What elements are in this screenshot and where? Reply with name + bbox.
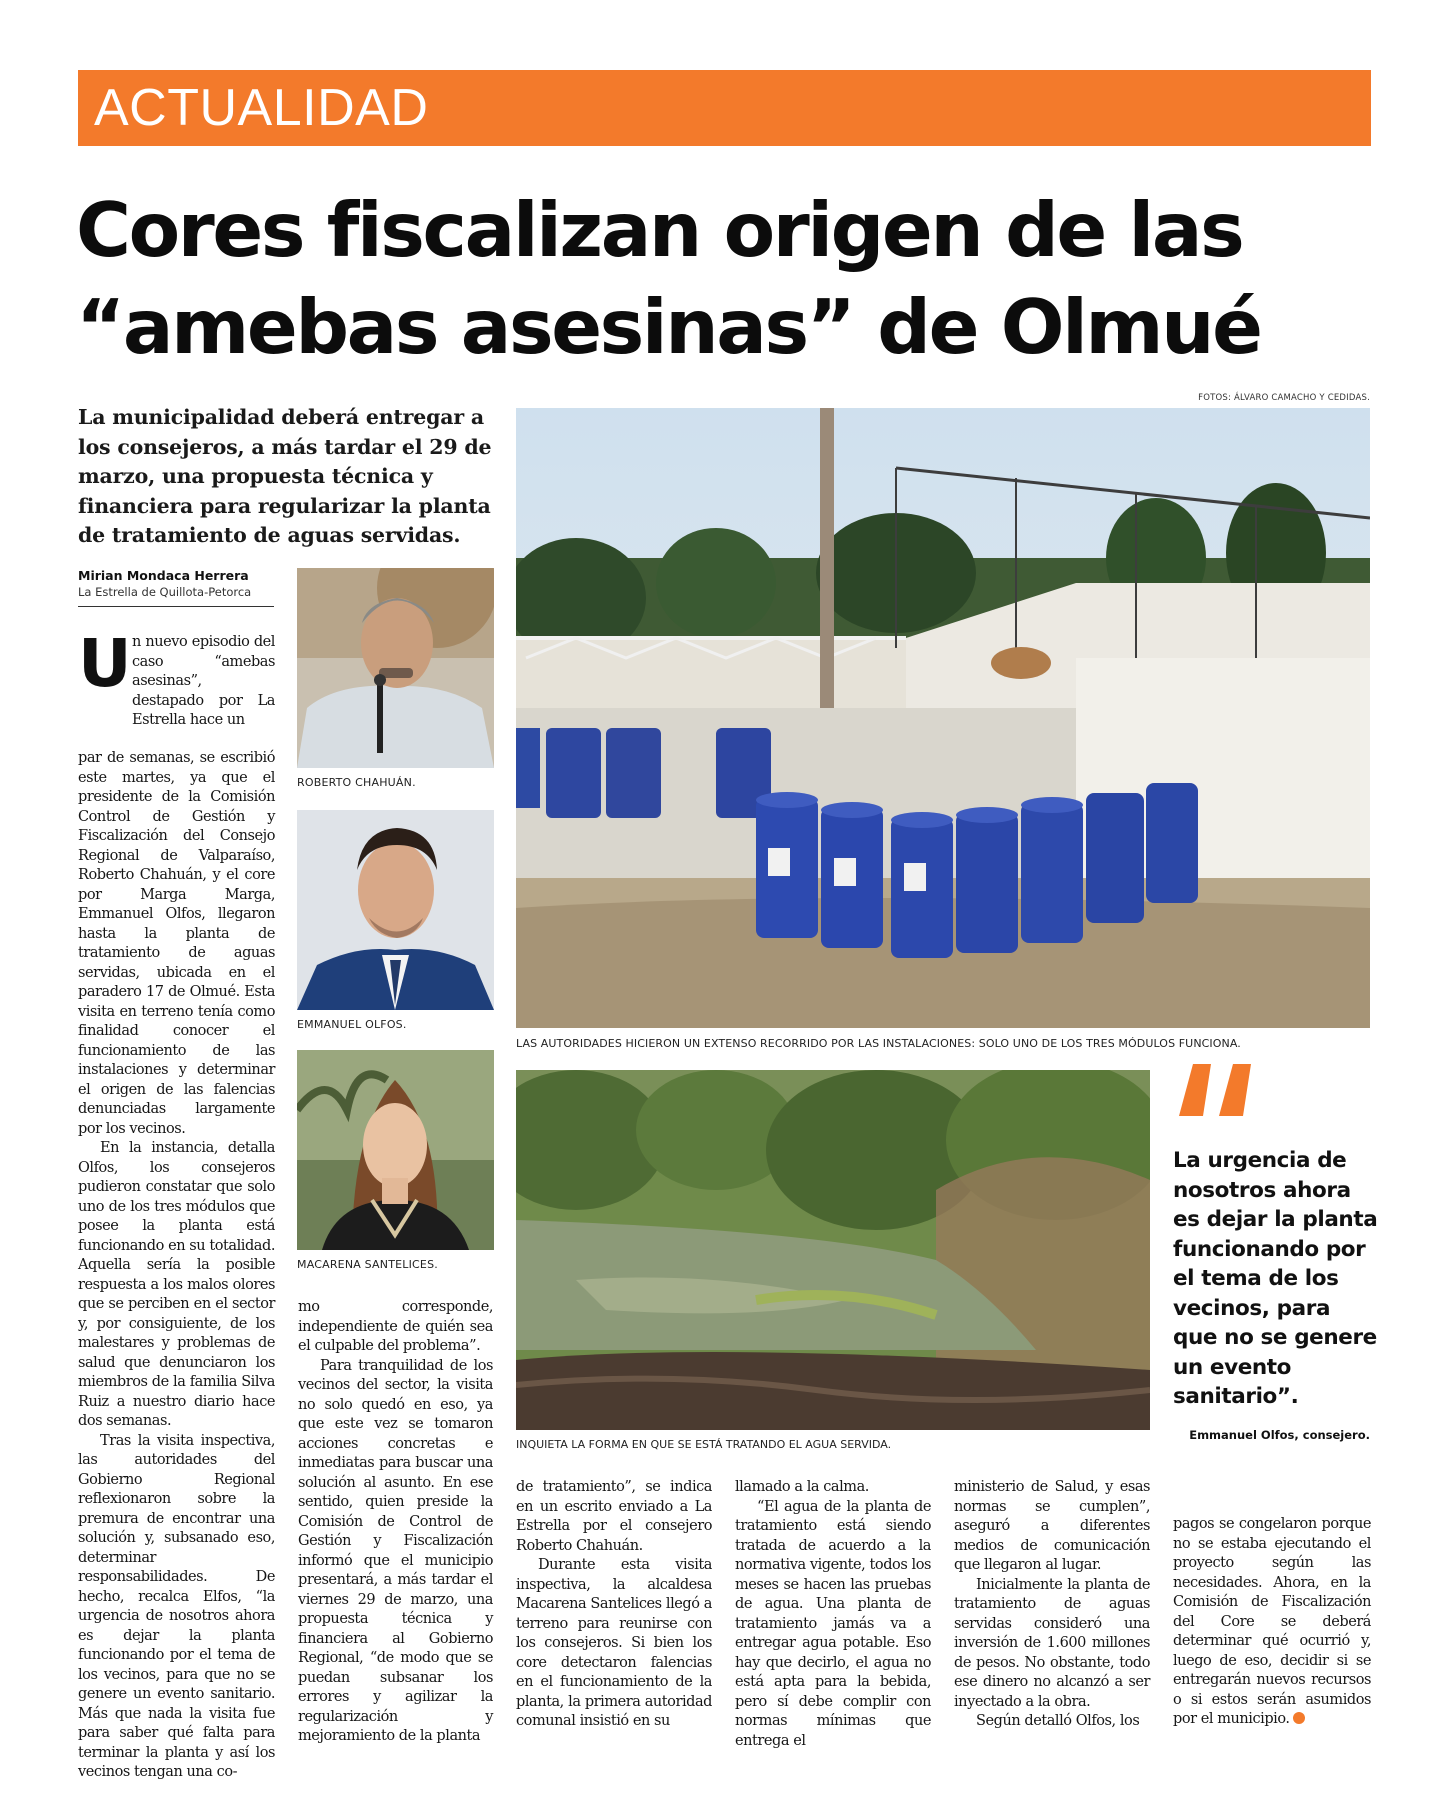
quote-mark-icon: [1175, 1052, 1255, 1122]
body-column-1-top: [132, 633, 275, 731]
body-paragraph: “El agua de la planta de tratamiento está siendo tratada de acuerdo a la normativa vigente, todos los meses se hacen las pruebas de agua. Una planta de tratamiento jamás va a entregar agua potable. Eso hay que decirlo, el agua no está apta para la bebida, pero sí debe complir con normas mínimas que entrega el: [735, 1498, 931, 1749]
section-label: ACTUALIDAD: [94, 79, 429, 137]
end-of-article-icon: [1293, 1712, 1305, 1724]
body-column-4: [735, 1478, 931, 1751]
portrait-emmanuel-olfos: [297, 810, 494, 1010]
caption-roberto-chahuan: ROBERTO CHAHUÁN.: [297, 776, 416, 789]
pull-quote-attribution: Emmanuel Olfos, consejero.: [1189, 1428, 1370, 1442]
body-column-1: [78, 749, 275, 1783]
headline-line-1: Cores fiscalizan origen de las: [76, 186, 1243, 274]
pull-quote: La urgencia de nosotros ahora es dejar la planta funcionando por el tema de los vecinos, para que no se genere un evento sanitario”.: [1173, 1148, 1378, 1409]
lead-paragraph: La municipalidad deberá entregar a los consejeros, a más tardar el 29 de marzo, una propuesta técnica y financiera para regularizar la planta de tratamiento de aguas servidas.: [78, 405, 492, 547]
body-paragraph: pagos se congelaron porque no se estaba ejecutando el proyecto según las necesidades. Ahora, en la Comisión de Fiscalización del Core se deberá determinar qué ocurrió y, luego de eso, decidir si se entregarán nuevos recursos o si estos serán asumidos por el municipio.: [1173, 1516, 1371, 1727]
byline: [78, 567, 274, 607]
body-paragraph: mo corresponde, independiente de quién sea el culpable del problema”.: [298, 1299, 493, 1354]
body-paragraph: En la instancia, detalla Olfos, los consejeros pudieron constatar que solo uno de los tres módulos que posee la planta está funcionando en su totalidad. Aquella sería la posible respuesta a los malos olores que se perciben en el sector y, por consiguiente, de los malestares y problemas de salud que denunciaron los miembros de la familia Silva Ruiz a nuestro diario hace dos semanas.: [78, 1140, 275, 1429]
body-paragraph: ministerio de Salud, y esas normas se cumplen”, aseguró a diferentes medios de comunicación que llegaron al lugar.: [954, 1479, 1150, 1573]
body-paragraph: par de semanas, se escribió este martes, ya que el presidente de la Comisión Control de Gestión y Fiscalización del Consejo Regional de Valparaíso, Roberto Chahuán, y el core por Marga Marga, Emmanuel Olfos, llegaron hasta la planta de tratamiento de aguas servidas, ubicada en el paradero 17 de Olmué. Esta visita en terreno tenía como finalidad conocer el funcionamiento de las instalaciones y determinar el origen de las falencias denunciadas largamente por los vecinos.: [78, 750, 275, 1137]
caption-main-photo: LAS AUTORIDADES HICIERON UN EXTENSO RECORRIDO POR LAS INSTALACIONES: SOLO UNO DE LOS TRES MÓDULOS FUNCIONA.: [516, 1037, 1241, 1050]
drop-cap: U: [78, 625, 132, 702]
portrait-macarena-santelices: [297, 1050, 494, 1250]
body-column-2: [298, 1298, 493, 1747]
photo-treatment-plant: [516, 408, 1370, 1028]
headline-line-2: “amebas asesinas” de Olmué: [76, 283, 1261, 371]
body-paragraph: llamado a la calma.: [735, 1479, 869, 1495]
photo-credit: FOTOS: ÁLVARO CAMACHO Y CEDIDAS.: [1198, 393, 1370, 403]
byline-outlet: La Estrella de Quillota-Petorca: [78, 585, 252, 599]
caption-emmanuel-olfos: EMMANUEL OLFOS.: [297, 1018, 407, 1031]
section-bar: [78, 70, 1371, 146]
photo-sewage-water: [516, 1070, 1150, 1430]
body-paragraph: Para tranquilidad de los vecinos del sector, la visita no solo quedó en eso, ya que este vez se tomaron acciones concretas e inmediatas para buscar una solución al asunto. En ese sentido, quien preside la Comisión de Control de Gestión y Fiscalización informó que el municipio presentará, a más tardar el viernes 29 de marzo, una propuesta técnica y financiera al Gobierno Regional, “de modo que se puedan subsanar los errores y agilizar la regularización y mejoramiento de la planta: [298, 1357, 493, 1744]
caption-water-photo: INQUIETA LA FORMA EN QUE SE ESTÁ TRATANDO EL AGUA SERVIDA.: [516, 1438, 892, 1451]
body-paragraph: Según detalló Olfos, los: [976, 1713, 1140, 1729]
body-paragraph: Tras la visita inspectiva, las autoridades del Gobierno Regional reflexionaron sobre la premura de encontrar una solución y, subsanado eso, determinar responsabilidades. De hecho, recalca Elfos, “la urgencia de nosotros ahora es dejar la planta funcionando por el tema de los vecinos, para que no se genere un evento sanitario. Más que nada la visita fue para saber qué falta para terminar la planta y así los vecinos tengan una co-: [78, 1432, 275, 1780]
body-paragraph: de tratamiento”, se indica en un escrito enviado a La Estrella por el consejero Roberto Chahuán.: [516, 1479, 712, 1554]
byline-author: Mirian Mondaca Herrera: [78, 568, 249, 583]
caption-macarena-santelices: MACARENA SANTELICES.: [297, 1258, 438, 1271]
body-paragraph: Inicialmente la planta de tratamiento de aguas servidas consideró una inversión de 1.600 millones de pesos. No obstante, todo ese dinero no alcanzó a ser inyectado a la obra.: [954, 1576, 1150, 1710]
portrait-roberto-chahuan: [297, 568, 494, 768]
body-paragraph: n nuevo episodio del caso “amebas asesinas”, destapado por La Estrella hace un: [132, 634, 275, 728]
body-column-5: [954, 1478, 1150, 1732]
body-column-6: [1173, 1515, 1371, 1730]
headline: [76, 182, 1376, 376]
body-paragraph: Durante esta visita inspectiva, la alcaldesa Macarena Santelices llegó a terreno para reunirse con los consejeros. Si bien los core detectaron falencias en el funcionamiento de la planta, la primera autoridad comunal insistió en su: [516, 1557, 712, 1729]
body-column-3: [516, 1478, 712, 1732]
